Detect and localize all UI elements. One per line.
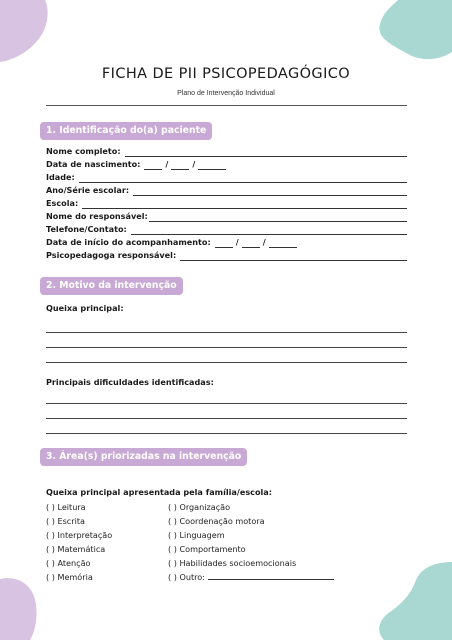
option-organizacao[interactable]: ( ) Organização xyxy=(168,502,231,512)
input-mes-inicio[interactable] xyxy=(242,239,260,248)
date-separator: / xyxy=(165,159,169,169)
input-ano-inicio[interactable] xyxy=(269,239,297,248)
input-dia-inicio[interactable] xyxy=(215,239,233,248)
answer-line-dificuldades-2[interactable] xyxy=(46,418,407,419)
label-escola: Escola: xyxy=(46,198,79,208)
section-1-heading: 1. Identificação do(a) paciente xyxy=(40,122,212,140)
label-principais-dificuldades: Principais dificuldades identificadas: xyxy=(46,377,214,387)
option-linguagem[interactable]: ( ) Linguagem xyxy=(168,530,225,540)
input-line-nome-responsavel[interactable] xyxy=(149,213,407,222)
date-separator: / xyxy=(235,237,239,247)
section-3-heading: 3. Área(s) priorizadas na intervenção xyxy=(40,448,247,466)
section-2-heading: 2. Motivo da intervenção xyxy=(40,277,183,295)
label-nome-responsavel: Nome do responsável: xyxy=(46,211,148,221)
option-comportamento[interactable]: ( ) Comportamento xyxy=(168,544,246,554)
input-dia-nascimento[interactable] xyxy=(144,161,162,170)
answer-line-queixa-2[interactable] xyxy=(46,347,407,348)
label-idade: Idade: xyxy=(46,172,75,182)
option-coordenacao-motora[interactable]: ( ) Coordenação motora xyxy=(168,516,265,526)
answer-line-queixa-3[interactable] xyxy=(46,362,407,363)
option-leitura[interactable]: ( ) Leitura xyxy=(46,502,86,512)
page-subtitle: Plano de Intervenção Individual xyxy=(177,90,275,97)
field-psicopedagoga[interactable] xyxy=(46,249,407,261)
field-ano-serie[interactable] xyxy=(46,184,407,196)
input-line-outro[interactable] xyxy=(208,571,334,580)
field-data-nascimento[interactable] xyxy=(46,158,226,170)
field-nome-responsavel[interactable] xyxy=(46,210,407,222)
input-line-escola[interactable] xyxy=(82,200,407,209)
input-line-ano-serie[interactable] xyxy=(133,187,407,196)
field-telefone[interactable] xyxy=(46,223,407,235)
page-title: FICHA DE PII PSICOPEDAGÓGICO xyxy=(101,66,351,82)
option-habilidades-socioemocionais[interactable]: ( ) Habilidades socioemocionais xyxy=(168,558,297,568)
input-mes-nascimento[interactable] xyxy=(171,161,189,170)
input-line-idade[interactable] xyxy=(79,174,407,183)
input-line-psicopedagoga[interactable] xyxy=(180,252,407,261)
field-data-inicio[interactable] xyxy=(46,236,297,248)
answer-line-dificuldades-3[interactable] xyxy=(46,433,407,434)
option-interpretacao[interactable]: ( ) Interpretação xyxy=(46,530,113,540)
field-idade[interactable] xyxy=(46,171,407,183)
header-divider xyxy=(46,105,407,106)
label-data-inicio: Data de início do acompanhamento: xyxy=(46,237,211,247)
option-memoria[interactable]: ( ) Memória xyxy=(46,572,93,582)
input-line-telefone[interactable] xyxy=(131,226,407,235)
label-queixa-principal: Queixa principal: xyxy=(46,303,124,313)
option-atencao[interactable]: ( ) Atenção xyxy=(46,558,91,568)
field-escola[interactable] xyxy=(46,197,407,209)
date-separator: / xyxy=(192,159,196,169)
option-outro[interactable] xyxy=(168,571,334,583)
option-escrita[interactable]: ( ) Escrita xyxy=(46,516,85,526)
label-psicopedagoga: Psicopedagoga responsável: xyxy=(46,250,177,260)
input-line-nome-completo[interactable] xyxy=(125,148,407,157)
field-nome-completo[interactable] xyxy=(46,145,407,157)
option-matematica[interactable]: ( ) Matemática xyxy=(46,544,106,554)
label-data-nascimento: Data de nascimento: xyxy=(46,159,141,169)
date-separator: / xyxy=(262,237,266,247)
option-outro-label: ( ) Outro: xyxy=(168,572,205,582)
label-ano-serie: Ano/Série escolar: xyxy=(46,185,130,195)
answer-line-dificuldades-1[interactable] xyxy=(46,403,407,404)
label-nome-completo: Nome completo: xyxy=(46,146,121,156)
label-queixa-familia: Queixa principal apresentada pela família/escola: xyxy=(46,487,272,497)
input-ano-nascimento[interactable] xyxy=(198,161,226,170)
answer-line-queixa-1[interactable] xyxy=(46,332,407,333)
label-telefone: Telefone/Contato: xyxy=(46,224,127,234)
